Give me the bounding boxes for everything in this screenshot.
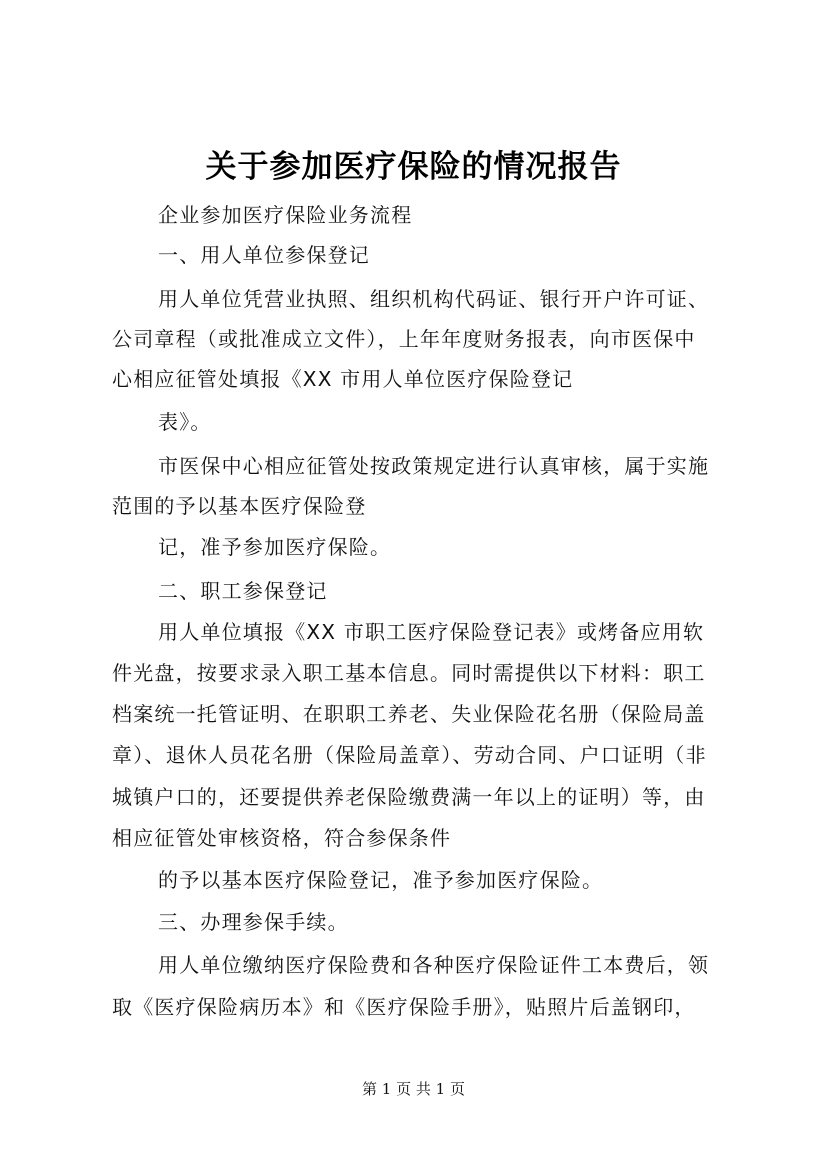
body-line: 三、办理参保手续。	[158, 910, 349, 934]
body-line: 心相应征管处填报《XX 市用人单位医疗保险登记	[112, 367, 574, 391]
document-title: 关于参加医疗保险的情况报告	[205, 149, 622, 185]
body-line: 企业参加医疗保险业务流程	[158, 203, 413, 227]
body-line: 一、用人单位参保登记	[158, 243, 370, 267]
body-line: 件光盘，按要求录入职工基本信息。同时需提供以下材料：职工	[112, 661, 706, 685]
body-line: 市医保中心相应征管处按政策规定进行认真审核，属于实施	[158, 454, 710, 478]
body-line: 用人单位填报《XX 市职工医疗保险登记表》或烤备应用软	[158, 620, 705, 644]
page-number-footer: 第 1 页 共 1 页	[362, 1080, 465, 1098]
body-line: 表》。	[158, 410, 212, 434]
body-line: 章）、退休人员花名册（保险局盖章）、劳动合同、户口证明（非	[112, 743, 707, 767]
body-line: 用人单位凭营业执照、组织机构代码证、银行开户许可证、	[158, 287, 710, 311]
body-line: 取《医疗保险病历本》和《医疗保险手册》，贴照片后盖钢印，	[112, 995, 696, 1019]
body-line: 二、职工参保登记	[158, 579, 328, 603]
body-line: 的予以基本医疗保险登记，准予参加医疗保险。	[158, 868, 604, 892]
body-line: 公司章程（或批准成立文件），上年年度财务报表，向市医保中	[112, 327, 696, 351]
body-line: 档案统一托管证明、在职职工养老、失业保险花名册（保险局盖	[112, 702, 706, 726]
body-line: 用人单位缴纳医疗保险费和各种医疗保险证件工本费后，领	[158, 953, 710, 977]
body-line: 城镇户口的，还要提供养老保险缴费满一年以上的证明）等，由	[112, 785, 706, 809]
body-line: 相应征管处审核资格，符合参保条件	[112, 826, 452, 850]
body-line: 范围的予以基本医疗保险登	[112, 494, 367, 518]
body-line: 记，准予参加医疗保险。	[158, 535, 392, 559]
